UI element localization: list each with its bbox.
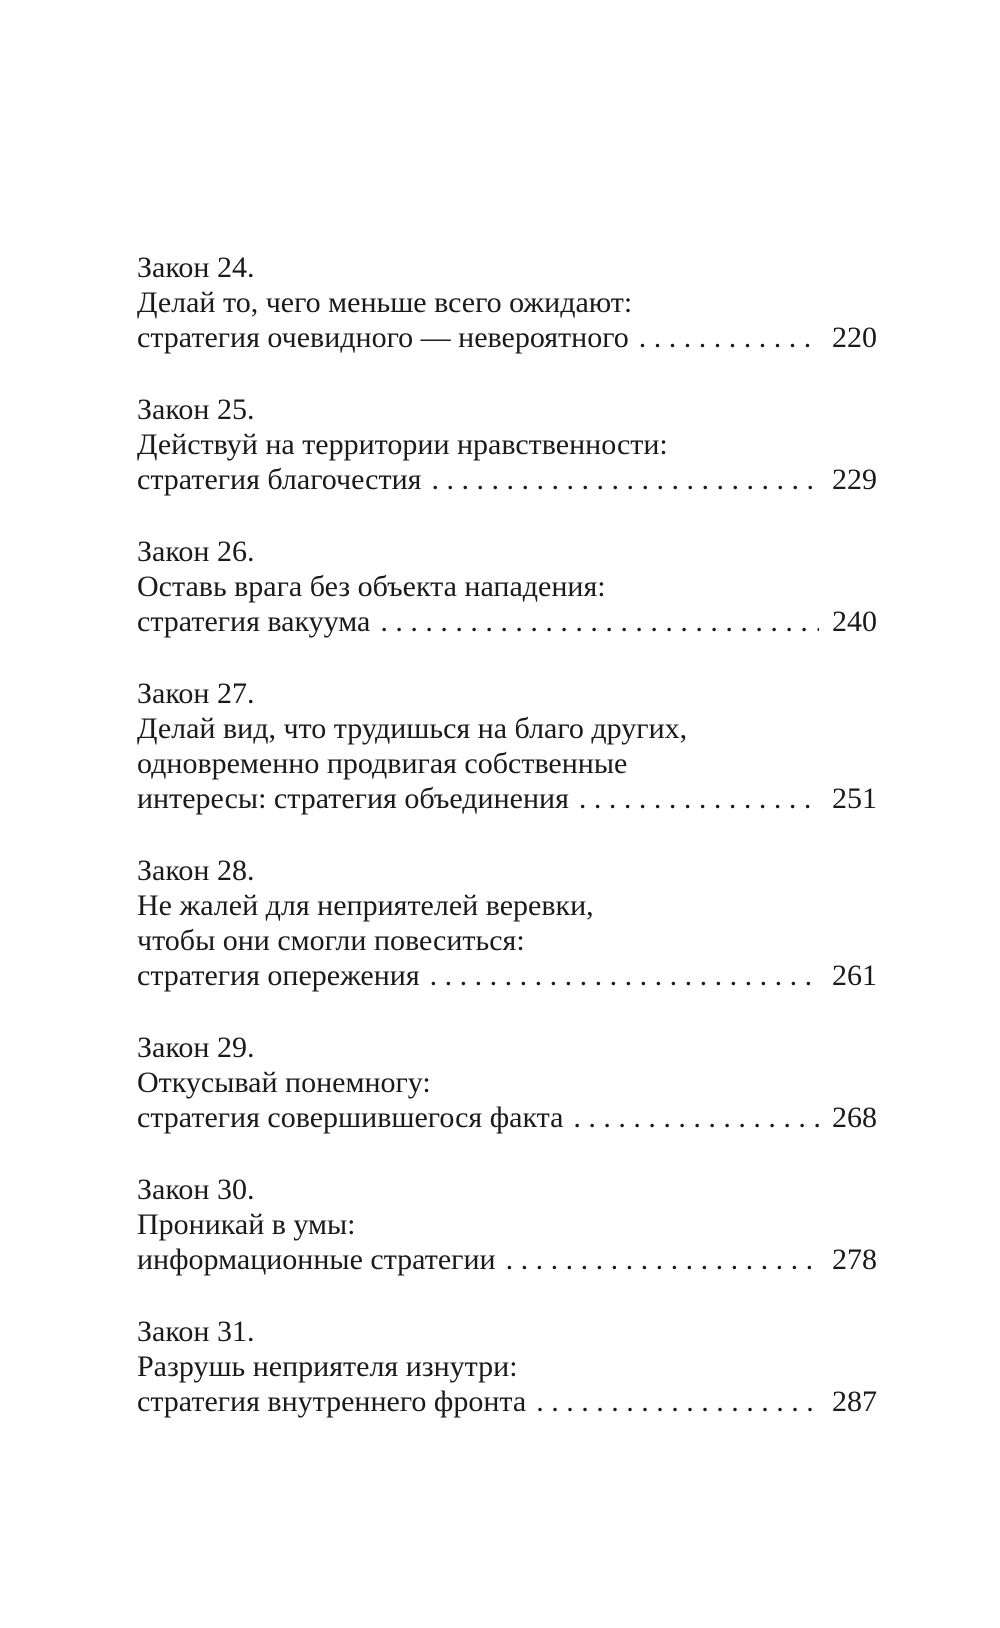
law-number: Закон 28. bbox=[137, 854, 255, 887]
strategy-text: стратегия внутреннего фронта bbox=[137, 1385, 527, 1418]
dot-leader bbox=[536, 1384, 819, 1419]
law-number: Закон 26. bbox=[137, 535, 255, 568]
law-strategy-line bbox=[137, 320, 877, 355]
law-title-line: Действуй на территории нравственности: bbox=[137, 428, 668, 461]
dot-leader bbox=[579, 781, 819, 816]
toc-entry-law-26 bbox=[137, 534, 877, 639]
strategy-text: стратегия благочестия bbox=[137, 463, 422, 496]
page-number: 229 bbox=[832, 463, 877, 496]
page-number: 240 bbox=[832, 605, 877, 638]
toc-entry-law-29 bbox=[137, 1030, 877, 1135]
law-number: Закон 29. bbox=[137, 1031, 255, 1064]
strategy-text: интересы: стратегия объединения bbox=[137, 782, 569, 815]
law-title-line: Не жалей для неприятелей веревки, bbox=[137, 889, 594, 922]
law-strategy-line bbox=[137, 1384, 877, 1419]
dot-leader bbox=[430, 958, 819, 993]
strategy-text: стратегия опережения bbox=[137, 959, 420, 992]
law-title-line: Делай то, чего меньше всего ожидают: bbox=[137, 286, 633, 319]
law-title-line: Делай вид, что трудишься на благо других, bbox=[137, 712, 688, 745]
law-title-line: Откусывай понемногу: bbox=[137, 1066, 431, 1099]
dot-leader bbox=[380, 604, 819, 639]
toc-entry-law-24 bbox=[137, 250, 877, 355]
law-title-line: одновременно продвигая собственные bbox=[137, 747, 628, 780]
law-number: Закон 24. bbox=[137, 251, 255, 284]
dot-leader bbox=[506, 1242, 819, 1277]
law-strategy-line bbox=[137, 781, 877, 816]
page-number: 287 bbox=[832, 1385, 877, 1418]
law-strategy-line bbox=[137, 1242, 877, 1277]
page-number: 278 bbox=[832, 1243, 877, 1276]
law-number: Закон 30. bbox=[137, 1173, 255, 1206]
toc-entry-law-31 bbox=[137, 1314, 877, 1419]
law-strategy-line bbox=[137, 1100, 877, 1135]
strategy-text: информационные стратегии bbox=[137, 1243, 496, 1276]
law-number: Закон 27. bbox=[137, 677, 255, 710]
law-title-line: чтобы они смогли повеситься: bbox=[137, 924, 525, 957]
law-title-line: Проникай в умы: bbox=[137, 1208, 356, 1241]
page-number: 261 bbox=[832, 959, 877, 992]
law-number: Закон 25. bbox=[137, 393, 255, 426]
law-title-line: Оставь врага без объекта нападения: bbox=[137, 570, 606, 603]
strategy-text: стратегия вакуума bbox=[137, 605, 371, 638]
page-number: 268 bbox=[832, 1101, 877, 1134]
law-number: Закон 31. bbox=[137, 1315, 255, 1348]
toc-entry-law-27 bbox=[137, 676, 877, 816]
toc-entry-law-28 bbox=[137, 853, 877, 993]
law-strategy-line bbox=[137, 604, 877, 639]
dot-leader bbox=[639, 320, 819, 355]
law-strategy-line bbox=[137, 462, 877, 497]
table-of-contents bbox=[137, 250, 877, 1456]
page-number: 220 bbox=[832, 321, 877, 354]
toc-entry-law-30 bbox=[137, 1172, 877, 1277]
toc-entry-law-25 bbox=[137, 392, 877, 497]
law-title-line: Разрушь неприятеля изнутри: bbox=[137, 1350, 518, 1383]
strategy-text: стратегия очевидного — невероятного bbox=[137, 321, 629, 354]
dot-leader bbox=[431, 462, 819, 497]
dot-leader bbox=[573, 1100, 819, 1135]
strategy-text: стратегия совершившегося факта bbox=[137, 1101, 564, 1134]
law-strategy-line bbox=[137, 958, 877, 993]
page-number: 251 bbox=[832, 782, 877, 815]
